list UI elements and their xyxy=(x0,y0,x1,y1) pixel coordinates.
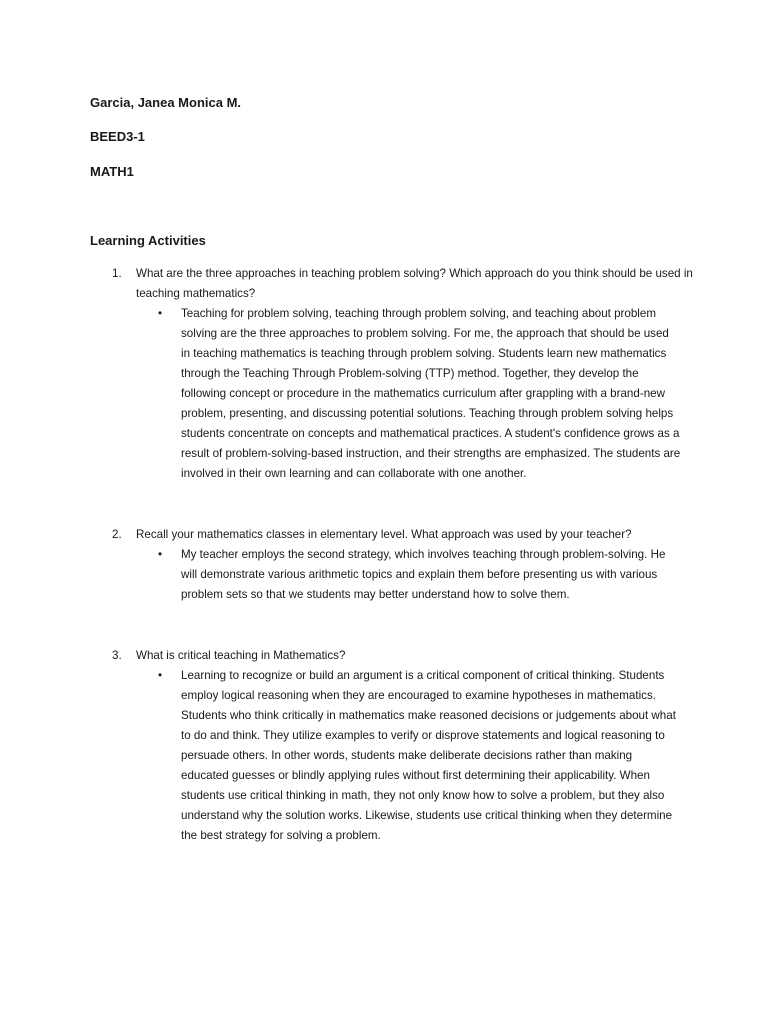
question-text: What is critical teaching in Mathematics? xyxy=(136,649,346,662)
section-code: BEED3-1 xyxy=(90,129,145,144)
bullet-icon: • xyxy=(158,307,163,320)
item-number: 3. xyxy=(112,649,122,662)
item-number: 2. xyxy=(112,528,122,541)
bullet-icon: • xyxy=(158,548,163,561)
course-code: MATH1 xyxy=(90,164,134,179)
answer-text: My teacher employs the second strategy, which involves teaching through problem-solving. He will demonstrate various arithmetic topics and explain them before presenting us with various problem sets so that we students may better understand how to solve them. xyxy=(181,548,666,601)
bullet-icon: • xyxy=(158,669,163,682)
student-name: Garcia, Janea Monica M. xyxy=(90,95,242,110)
activities-heading: Learning Activities xyxy=(90,233,206,248)
question-text: What are the three approaches in teaching problem solving? Which approach do you think should be used in teaching mathematics? xyxy=(136,267,693,300)
question-text: Recall your mathematics classes in elementary level. What approach was used by your teacher? xyxy=(136,528,632,541)
answer-text: Teaching for problem solving, teaching through problem solving, and teaching about problem solving are the three approaches to problem solving. For me, the approach that should be used in teaching mathematics is teaching through problem solving. Students learn new mathematics through the Teaching Through Problem-solving (TTP) method. Together, they develop the following concept or procedure in the mathematics curriculum after grappling with a brand-new problem, presenting, and discussing potential solutions. Teaching through problem solving helps students concentrate on concepts and mathematical practices. A student's confidence grows as a result of problem-solving-based instruction, and their strengths are emphasized. The students are involved in their own learning and can collaborate with one another. xyxy=(181,307,681,480)
item-number: 1. xyxy=(112,267,122,280)
answer-text: Learning to recognize or build an argument is a critical component of critical thinking. Students employ logical reasoning when they are encouraged to examine hypotheses in mathematics. Students who think critically in mathematics make reasoned decisions or judgements about what to do and think. They utilize examples to verify or disprove statements and logical reasoning to persuade others. In other words, students make deliberate decisions rather than making educated guesses or blindly applying rules without first determining their applicability. When students use critical thinking in math, they not only know how to solve a problem, but they also understand why the solution works. Likewise, students use critical thinking when they determine the best strategy for solving a problem. xyxy=(181,669,676,842)
